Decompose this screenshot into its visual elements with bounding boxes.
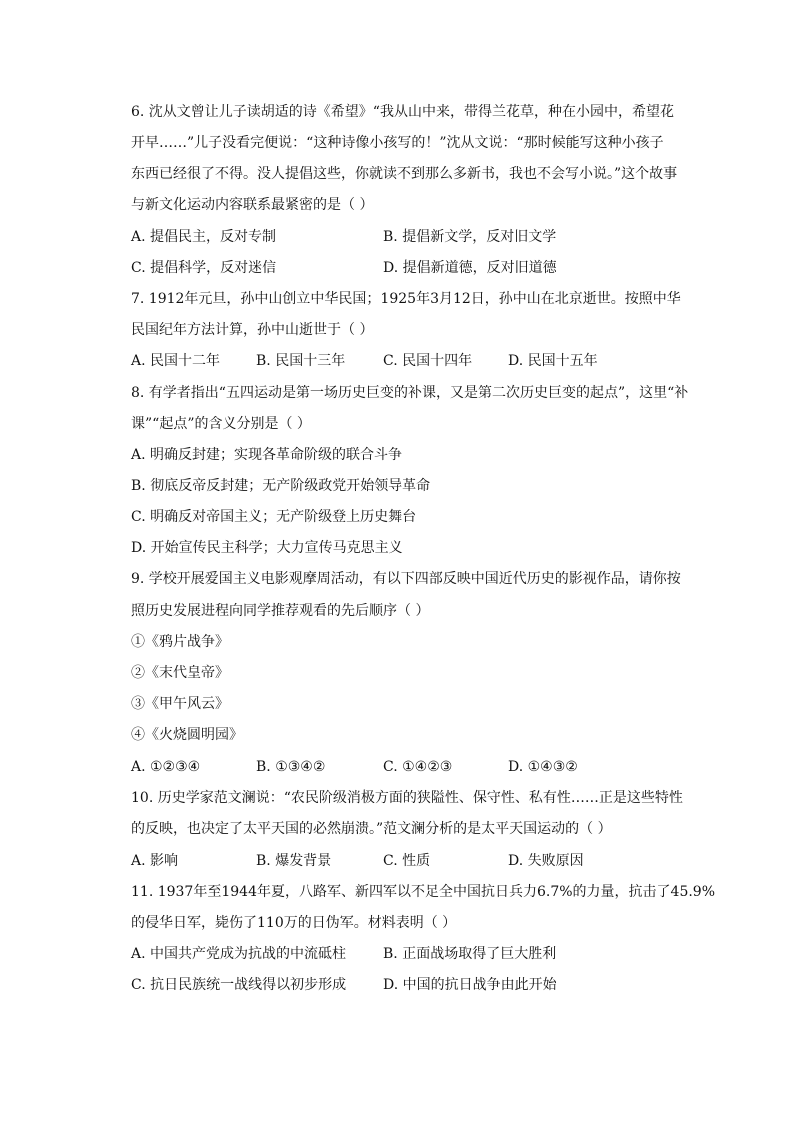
q11-option-b: B. 正面战场取得了巨大胜利: [383, 946, 557, 962]
q6-option-c: C. 提倡科学，反对迷信: [131, 260, 277, 276]
q7-option-a: A. 民国十二年: [131, 353, 221, 369]
q7-option-c: C. 民国十四年: [383, 353, 473, 369]
q8-stem-line-2: 课”“起点”的含义分别是（ ）: [131, 416, 311, 432]
q8-option-c: C. 明确反对帝国主义；无产阶级登上历史舞台: [131, 509, 417, 525]
q6-option-d: D. 提倡新道德，反对旧道德: [383, 260, 557, 276]
q9-stem-line-1: 9. 学校开展爱国主义电影观摩周活动，有以下四部反映中国近代历史的影视作品，请你按: [131, 571, 681, 587]
q7-option-b: B. 民国十三年: [256, 353, 346, 369]
q9-item-2: ②《末代皇帝》: [131, 665, 229, 681]
q11-stem-line-2: 的侵华日军，毙伤了110万的日伪军。材料表明（ ）: [131, 915, 457, 931]
q9-item-1: ①《鸦片战争》: [131, 634, 229, 650]
q10-stem-line-1: 10. 历史学家范文澜说：“农民阶级消极方面的狭隘性、保守性、私有性……正是这些特性: [131, 790, 683, 806]
q9-option-c: C. ①④②③: [383, 759, 453, 775]
q9-option-a: A. ①②③④: [131, 759, 201, 775]
q10-stem-line-2: 的反映，也决定了太平天国的必然崩溃。”范文澜分析的是太平天国运动的（ ）: [131, 821, 612, 837]
q6-stem-line-4: 与新文化运动内容联系最紧密的是（ ）: [131, 197, 374, 213]
q11-option-c: C. 抗日民族统一战线得以初步形成: [131, 977, 347, 993]
q6-stem-line-3: 东西已经很了不得。没人提倡这些，你就读不到那么多新书，我也不会写小说。”这个故事: [131, 166, 678, 182]
q11-option-a: A. 中国共产党成为抗战的中流砥柱: [131, 946, 347, 962]
q6-stem-line-2: 开早……”儿子没看完便说：“这种诗像小孩写的！”沈从文说：“那时候能写这种小孩子: [131, 135, 664, 151]
q11-stem-line-1: 11. 1937年至1944年夏，八路军、新四军以不足全中国抗日兵力6.7%的力量，抗击了45.9%: [131, 884, 716, 900]
q6-option-b: B. 提倡新文学，反对旧文学: [383, 229, 557, 245]
q9-option-b: B. ①③④②: [256, 759, 326, 775]
q9-stem-line-2: 照历史发展进程向同学推荐观看的先后顺序（ ）: [131, 603, 430, 619]
q10-option-d: D. 失败原因: [508, 853, 584, 869]
q8-option-a: A. 明确反封建；实现各革命阶级的联合斗争: [131, 447, 403, 463]
q6-option-a: A. 提倡民主，反对专制: [131, 229, 277, 245]
q7-stem-line-1: 7. 1912年元旦，孙中山创立中华民国；1925年3月12日，孙中山在北京逝世。按照中华: [131, 291, 681, 307]
q9-item-3: ③《甲午风云》: [131, 696, 229, 712]
q8-stem-line-1: 8. 有学者指出“五四运动是第一场历史巨变的补课，又是第二次历史巨变的起点”，这里“补: [131, 385, 689, 401]
q11-option-d: D. 中国的抗日战争由此开始: [383, 977, 557, 993]
q10-option-b: B. 爆发背景: [256, 853, 332, 869]
q9-option-d: D. ①④③②: [508, 759, 578, 775]
q6-stem-line-1: 6. 沈从文曾让儿子读胡适的诗《希望》“我从山中来，带得兰花草，种在小园中，希望花: [131, 104, 674, 120]
q8-option-b: B. 彻底反帝反封建；无产阶级政党开始领导革命: [131, 478, 431, 494]
q9-item-4: ④《火烧圆明园》: [131, 727, 243, 743]
q7-stem-line-2: 民国纪年方法计算，孙中山逝世于（ ）: [131, 322, 374, 338]
q7-option-d: D. 民国十五年: [508, 353, 598, 369]
q10-option-c: C. 性质: [383, 853, 431, 869]
q10-option-a: A. 影响: [131, 853, 179, 869]
q8-option-d: D. 开始宣传民主科学；大力宣传马克思主义: [131, 540, 403, 556]
